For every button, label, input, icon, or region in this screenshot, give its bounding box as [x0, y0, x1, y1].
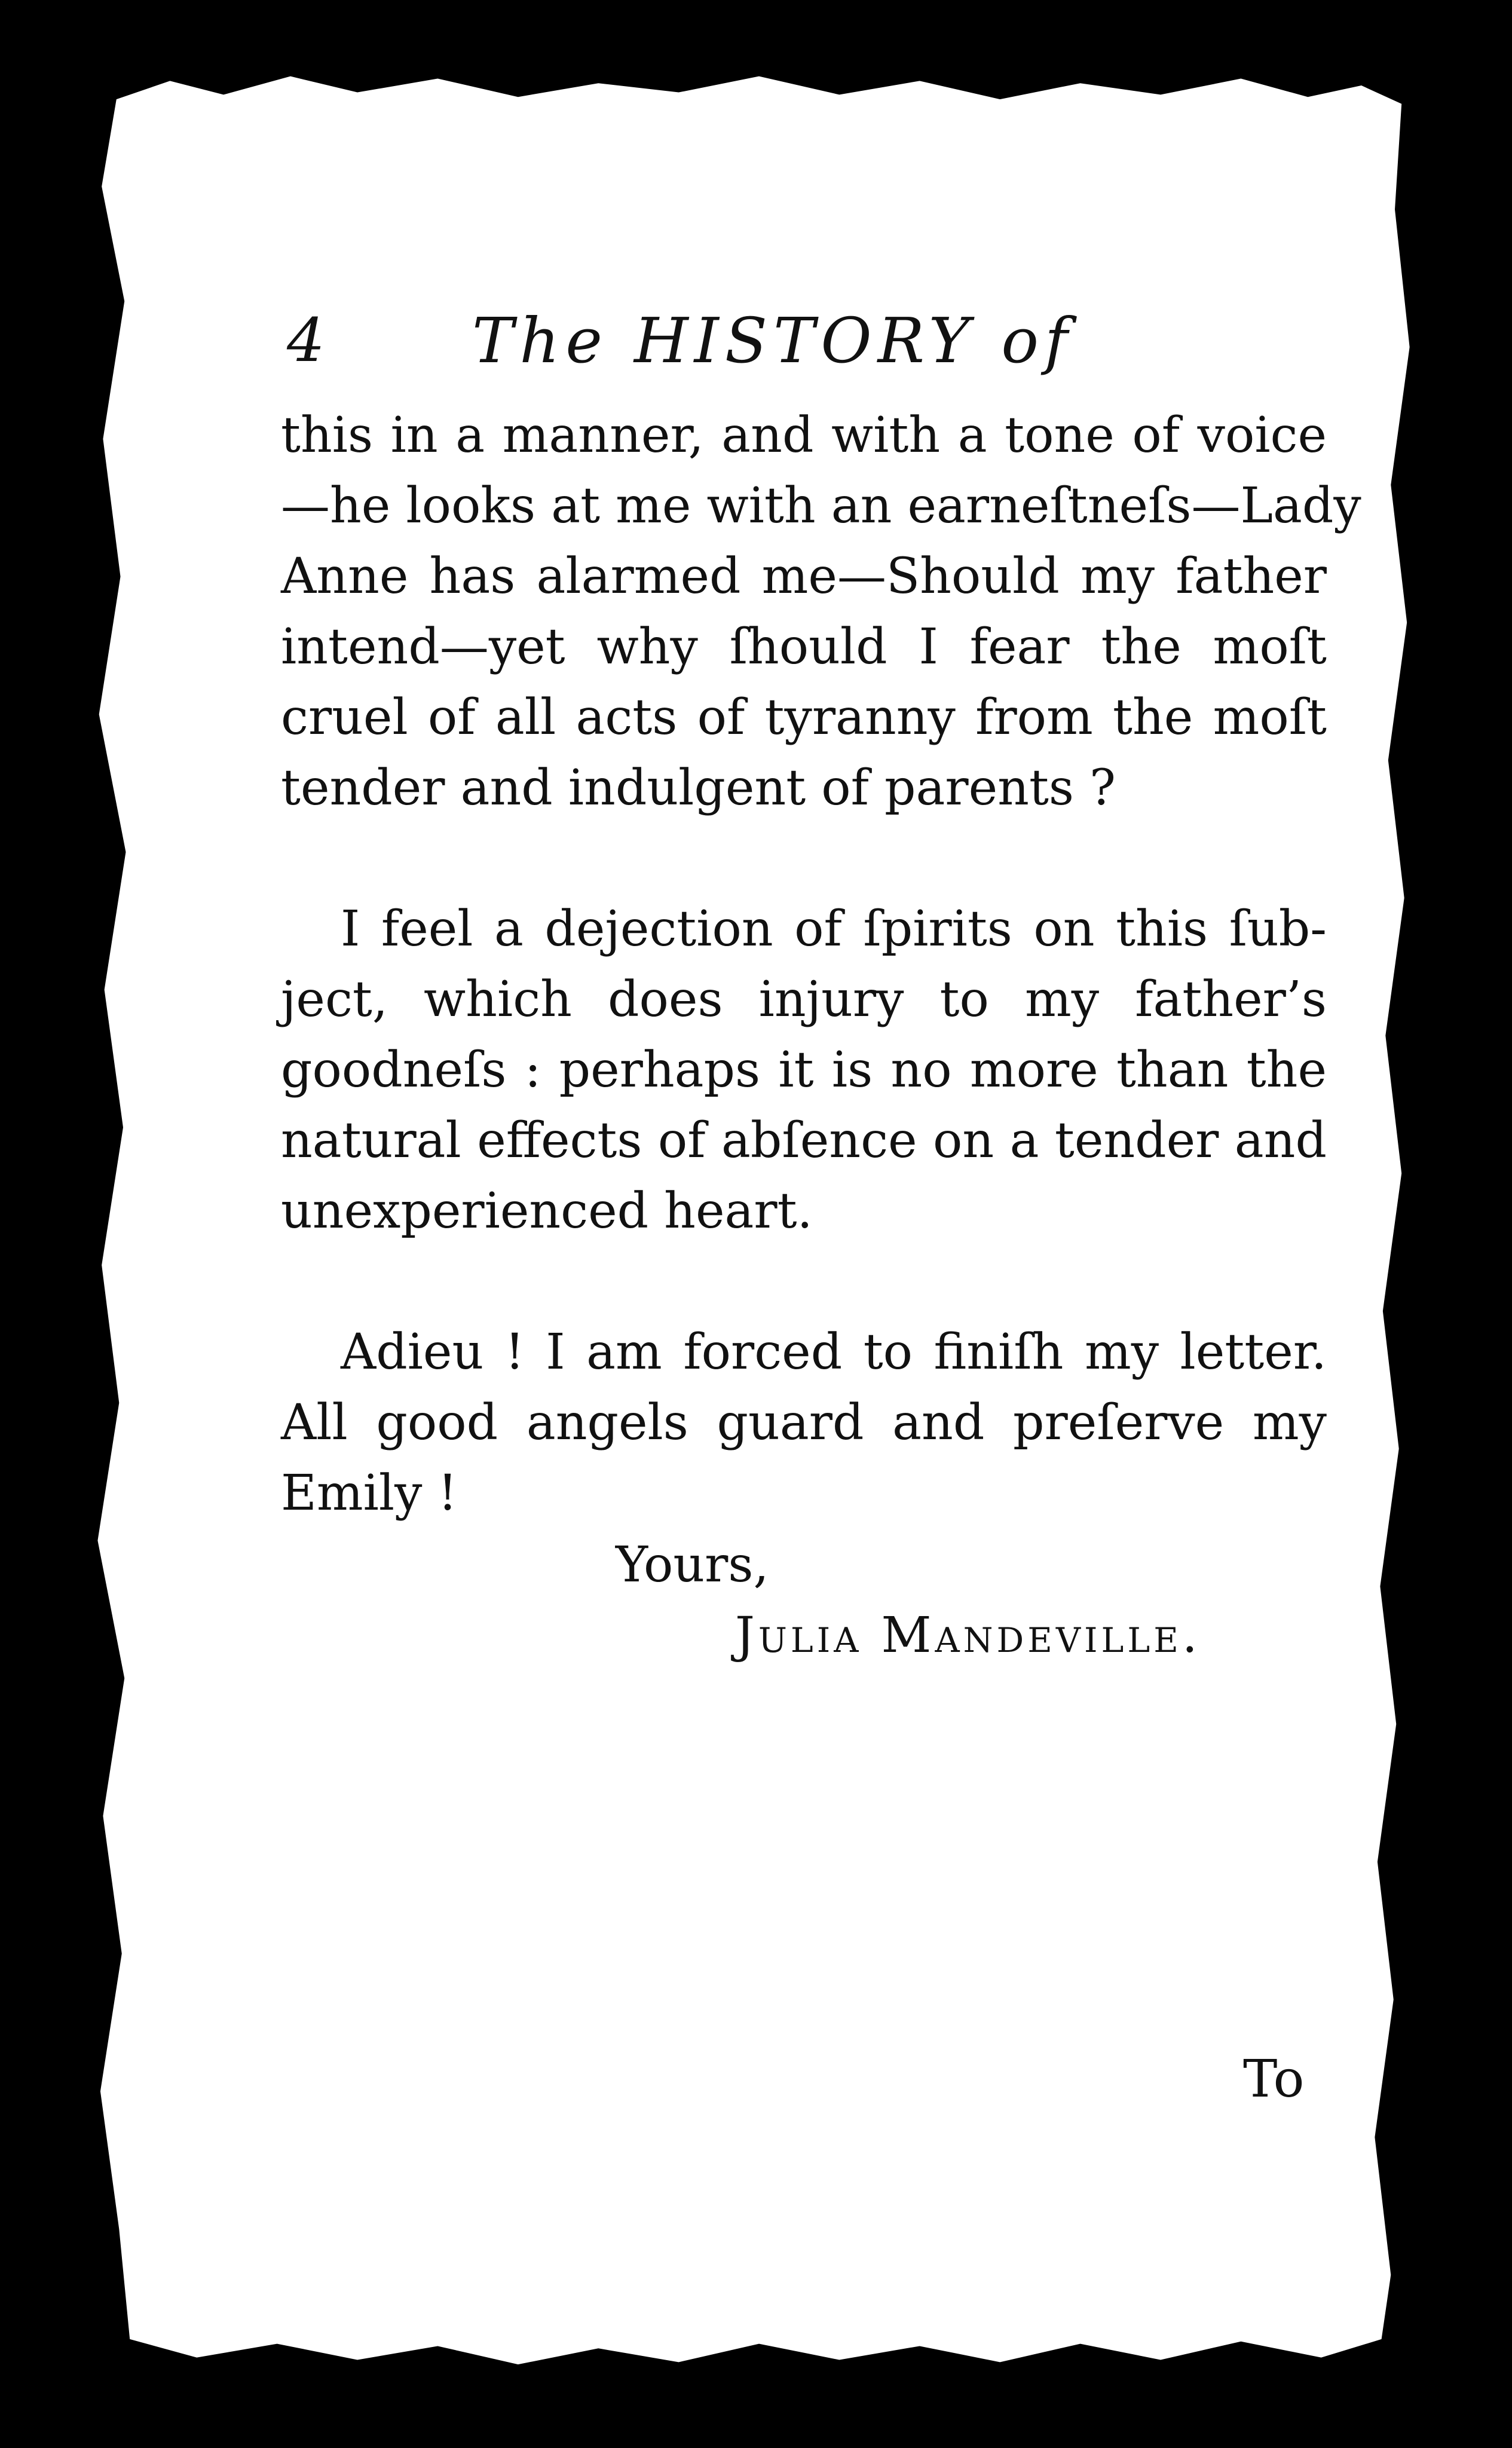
signature: Julia Mandeville. — [735, 1607, 1201, 1664]
paragraph-3 — [281, 1317, 1327, 1529]
text-line: Adieu ! I am forced to finiſh my letter. — [341, 1324, 1327, 1381]
text-line: —he looks at me with an earneſtneſs—Lady — [281, 478, 1361, 534]
text-line: unexperienced heart. — [281, 1183, 813, 1240]
text-line: ject, which does injury to my father’s — [281, 971, 1327, 1028]
catchword: To — [1243, 2049, 1305, 2109]
letter-closing — [281, 1530, 1327, 1671]
page-header — [281, 299, 1327, 382]
text-line: cruel of all acts of tyranny from the moſt — [281, 689, 1327, 746]
paragraph-1 — [281, 400, 1361, 824]
text-line: intend—yet why ſhould I fear the moſt — [281, 619, 1327, 675]
text-line: I feel a dejection of ſpirits on this ſub- — [341, 901, 1327, 957]
text-line: Emily ! — [281, 1465, 458, 1522]
paragraph-2 — [281, 894, 1327, 1247]
text-line: tender and indulgent of parents ? — [281, 760, 1116, 816]
body-text — [281, 400, 1361, 1529]
page-number: 4 — [287, 305, 325, 375]
text-line: this in a manner, and with a tone of voice — [281, 407, 1327, 464]
running-head: The HISTORY of — [472, 304, 1074, 377]
text-line: goodneſs : perhaps it is no more than the — [281, 1042, 1327, 1098]
text-line: All good angels guard and preſerve my — [281, 1394, 1327, 1451]
text-line: natural effects of abſence on a tender and — [281, 1112, 1327, 1169]
valediction: Yours, — [616, 1537, 769, 1593]
text-line: Anne has alarmed me—Should my father — [281, 548, 1327, 605]
